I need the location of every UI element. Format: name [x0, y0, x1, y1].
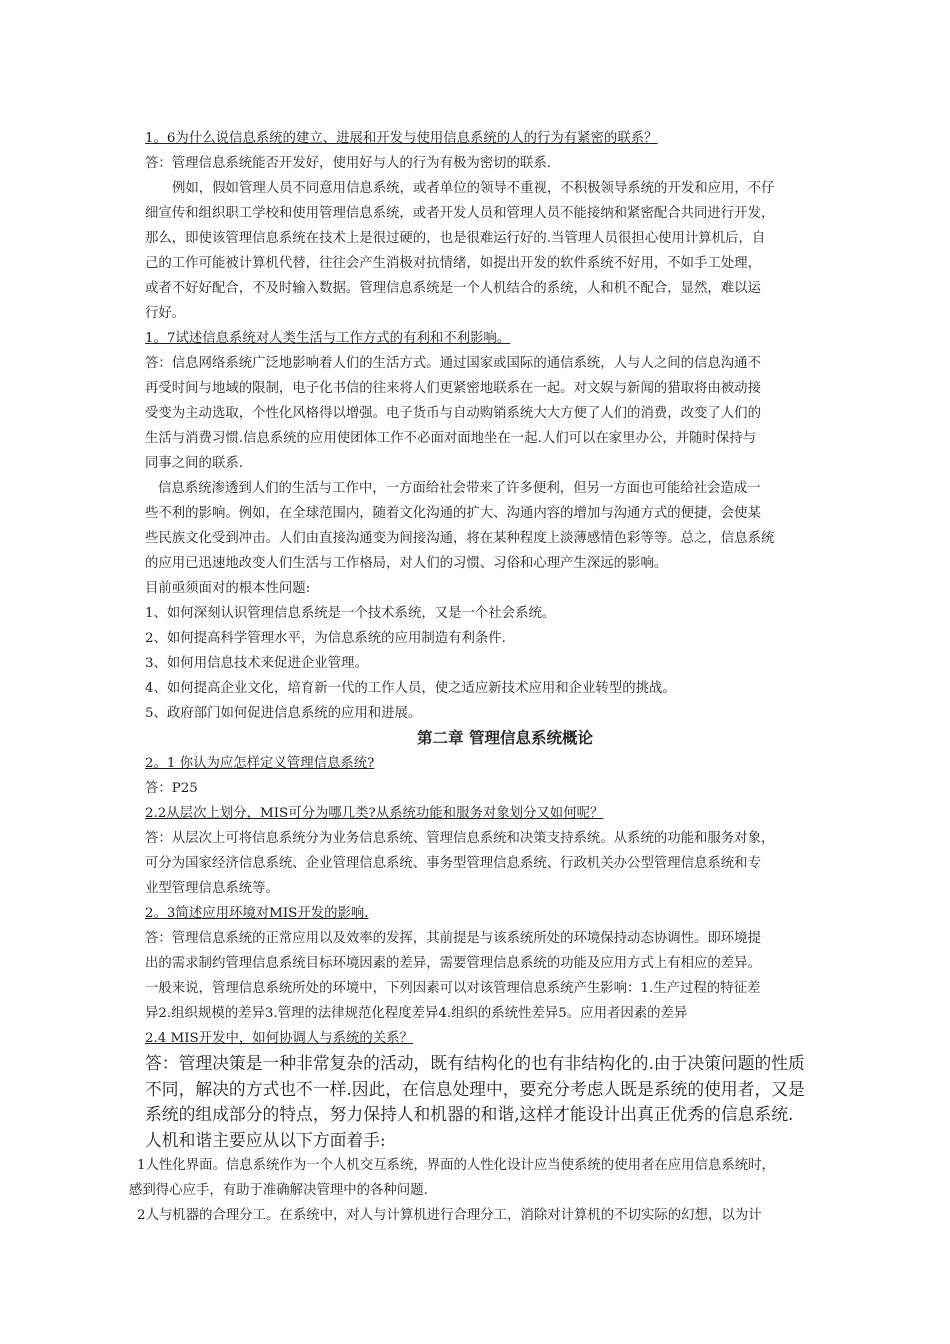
list-item: 2、如何提高科学管理水平，为信息系统的应用制造有利条件. — [145, 631, 506, 646]
question-text: 2.4 MIS开发中，如何协调人与系统的关系？ — [145, 1031, 413, 1046]
question-text: 2.2从层次上划分，MIS可分为哪几类?从系统功能和服务对象划分又如何呢？ — [145, 806, 604, 821]
chapter-title: 第二章 管理信息系统概论 — [417, 729, 593, 747]
answer-line: 受变为主动选取，个性化风格得以增强。电子货币与自动购销系统大大方便了人们的消费，改变了人们的 — [145, 406, 761, 421]
answer-line: 细宣传和组织职工学校和使用管理信息系统，或者开发人员和管理人员不能接纳和紧密配合共同进行开发， — [145, 206, 775, 221]
answer-line: 答：从层次上可将信息系统分为业务信息系统、管理信息系统和决策支持系统。从系统的功能和服务对象， — [145, 831, 775, 846]
list-item: 4、如何提高企业文化，培育新一代的工作人员，使之适应新技术应用和企业转型的挑战。 — [145, 681, 676, 696]
answer-line: 2人与机器的合理分工。在系统中，对人与计算机进行合理分工，消除对计算机的不切实际的幻想，以为计 — [137, 1208, 762, 1223]
answer-line: 或者不好好配合，不及时输入数据。管理信息系统是一个人机结合的系统，人和机不配合，显然，难以运 — [145, 281, 761, 296]
list-item: 1、如何深刻认识管理信息系统是一个技术系统，又是一个社会系统。 — [145, 606, 556, 621]
question-text: 2。3简述应用环境对MIS开发的影响. — [145, 906, 369, 921]
answer-line: 答：管理信息系统能否开发好，使用好与人的行为有极为密切的联系. — [145, 156, 551, 171]
question-text: 1。7试述信息系统对人类生活与工作方式的有利和不利影响。 — [145, 331, 511, 346]
answer-line: 异2.组织规模的差异3.管理的法律规范化程度差异4.组织的系统性差异5。应用者因素的差异 — [145, 1006, 688, 1021]
question-2-3 — [145, 901, 825, 926]
answer-line-large: 人机和谐主要应从以下方面着手: — [145, 1129, 386, 1150]
answer-line-large: 答：管理决策是一种非常复杂的活动，既有结构化的也有非结构化的.由于决策问题的性质 — [145, 1053, 805, 1073]
answer-line: 再受时间与地域的限制，电子化书信的往来将人们更紧密地联系在一起。对文娱与新闻的猎取将由被动接 — [145, 381, 761, 396]
answer-line: 那么，即使该管理信息系统在技术上是很过硬的，也是很难运行好的.当管理人员很担心使用计算机后，自 — [145, 231, 766, 246]
answer-line: 出的需求制约管理信息系统目标环境因素的差异，需要管理信息系统的功能及应用方式上有相应的差异。 — [145, 956, 761, 971]
question-2-4 — [145, 1026, 825, 1051]
answer-line-large: 系统的组成部分的特点，努力保持人和机器的和谐,这样才能设计出真正优秀的信息系统. — [145, 1104, 794, 1124]
answer-line: 可分为国家经济信息系统、企业管理信息系统、事务型管理信息系统、行政机关办公型管理信息系统和专 — [145, 856, 761, 871]
question-2-2 — [145, 801, 825, 826]
list-item: 5、政府部门如何促进信息系统的应用和进展。 — [145, 706, 422, 721]
answer-line: 答：信息网络系统广泛地影响着人们的生活方式。通过国家或国际的通信系统，人与人之间的信息沟通不 — [145, 356, 761, 371]
question-text: 1。6为什么说信息系统的建立、进展和开发与使用信息系统的人的行为有紧密的联系？ — [145, 131, 658, 146]
question-1-7 — [145, 326, 825, 351]
list-item: 3、如何用信息技术来促进企业管理。 — [145, 656, 368, 671]
answer-line: 答：管理信息系统的正常应用以及效率的发挥，其前提是与该系统所处的环境保持动态协调性。即环境提 — [145, 931, 761, 946]
question-text: 2。1 你认为应怎样定义管理信息系统? — [145, 756, 375, 771]
answer-line: 感到得心应手，有助于准确解决管理中的各种问题. — [129, 1183, 428, 1198]
answer-line: 同事之间的联系. — [145, 456, 243, 471]
answer-line: 生活与消费习惯.信息系统的应用使团体工作不必面对面地坐在一起.人们可以在家里办公，并随时保持与 — [145, 431, 757, 446]
answer-line: 业型管理信息系统等。 — [145, 881, 279, 896]
answer-line: 信息系统渗透到人们的生活与工作中，一方面给社会带来了许多便利，但另一方面也可能给社会造成一 — [158, 481, 761, 496]
answer-line: 些不利的影响。例如，在全球范围内，随着文化沟通的扩大、沟通内容的增加与沟通方式的便捷，会使某 — [145, 506, 761, 521]
answer-line: 1人性化界面。信息系统作为一个人机交互系统，界面的人性化设计应当使系统的使用者在应用信息系统时， — [137, 1158, 775, 1173]
answer-line: 己的工作可能被计算机代替，往往会产生消极对抗情绪，如提出开发的软件系统不好用，不如手工处理， — [145, 256, 761, 271]
answer-line: 的应用已迅速地改变人们生活与工作格局，对人们的习惯、习俗和心理产生深远的影响。 — [145, 556, 668, 571]
answer-line-large: 不同，解决的方式也不一样.因此，在信息处理中，要充分考虑人既是系统的使用者，又是 — [145, 1078, 805, 1099]
answer-line: 行好。 — [145, 306, 186, 321]
answer-line: 答：P25 — [145, 781, 198, 796]
question-2-1 — [145, 751, 825, 776]
answer-line: 目前亟须面对的根本性问题: — [145, 581, 311, 596]
answer-line: 例如，假如管理人员不同意用信息系统，或者单位的领导不重视，不积极领导系统的开发和应用，不仔 — [172, 181, 775, 196]
answer-line: 一般来说，管理信息系统所处的环境中，下列因素可以对该管理信息系统产生影响：1.生产过程的特征差 — [145, 981, 761, 996]
answer-line: 些民族文化受到冲击。人们由直接沟通变为间接沟通，将在某种程度上淡薄感情色彩等等。总之，信息系统 — [145, 531, 775, 546]
document-page — [129, 126, 825, 1228]
question-1-6 — [145, 126, 825, 151]
